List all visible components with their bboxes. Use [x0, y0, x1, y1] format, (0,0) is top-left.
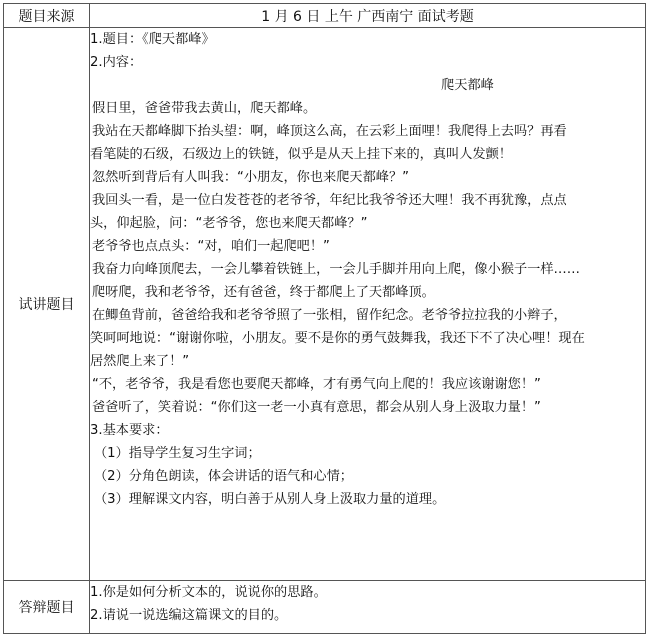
- passage-paragraph: 忽然听到背后有人叫我：“小朋友，你也来爬天都峰？”: [92, 170, 409, 185]
- passage-title: 爬天都峰: [441, 78, 494, 93]
- source-value: 1 月 6 日 上午 广西南宁 面试考题: [90, 4, 646, 28]
- requirement-item: （3）理解课文内容，明白善于从别人身上汲取力量的道理。: [94, 492, 446, 507]
- content-label: 2.内容：: [90, 55, 143, 70]
- passage-paragraph: 爸爸听了，笑着说：“你们这一老一小真有意思，都会从别人身上汲取力量！”: [92, 400, 541, 415]
- requirement-item: （1）指导学生复习生字词；: [94, 446, 261, 461]
- passage-paragraph-cont: 看笔陡的石级，石级边上的铁链，似乎是从天上挂下来的，真叫人发颤！: [90, 147, 512, 162]
- defense-content: [90, 581, 646, 634]
- passage-paragraph-cont: 头，仰起脸，问：“老爷爷，您也来爬天都峰？”: [90, 216, 368, 231]
- source-row: [4, 4, 646, 28]
- lecture-row: [4, 28, 646, 581]
- passage-paragraph: 爬呀爬，我和老爷爷，还有爸爸，终于都爬上了天都峰顶。: [92, 285, 435, 300]
- lecture-title: 1.题目：《爬天都峰》: [90, 32, 215, 47]
- defense-label: 答辩题目: [4, 581, 90, 634]
- passage-paragraph: “不，老爷爷，我是看您也要爬天都峰，才有勇气向上爬的！我应该谢谢您！”: [92, 377, 541, 392]
- defense-question: 2.请说一说选编这篇课文的目的。: [90, 608, 288, 623]
- passage-paragraph: 在鲫鱼背前，爸爸给我和老爷爷照了一张相，留作纪念。老爷爷拉拉我的小辫子，: [92, 308, 567, 323]
- defense-question: 1.你是如何分析文本的，说说你的思路。: [90, 585, 327, 600]
- requirement-item: （2）分角色朗读，体会讲话的语气和心情；: [94, 469, 353, 484]
- exam-table: [3, 3, 646, 634]
- defense-row: [4, 581, 646, 634]
- requirements-label: 3.基本要求：: [90, 423, 169, 438]
- passage-paragraph: 我回头一看，是一位白发苍苍的老爷爷，年纪比我爷爷还大哩！我不再犹豫，点点: [92, 193, 567, 208]
- source-label: 题目来源: [4, 4, 90, 28]
- lecture-label: 试讲题目: [4, 28, 90, 581]
- passage-paragraph: 我奋力向峰顶爬去，一会儿攀着铁链上，一会儿手脚并用向上爬，像小猴子一样……: [92, 262, 580, 277]
- passage-paragraph-cont: 笑呵呵地说：“谢谢你啦，小朋友。要不是你的勇气鼓舞我，我还下不了决心哩！现在: [90, 331, 585, 346]
- passage-paragraph: 假日里，爸爸带我去黄山，爬天都峰。: [92, 101, 317, 116]
- passage-paragraph-cont: 居然爬上来了！”: [90, 354, 190, 369]
- passage-paragraph: 老爷爷也点点头：“对，咱们一起爬吧！”: [92, 239, 330, 254]
- passage-paragraph: 我站在天都峰脚下抬头望：啊，峰顶这么高，在云彩上面哩！我爬得上去吗？再看: [92, 124, 567, 139]
- lecture-content: [90, 28, 646, 581]
